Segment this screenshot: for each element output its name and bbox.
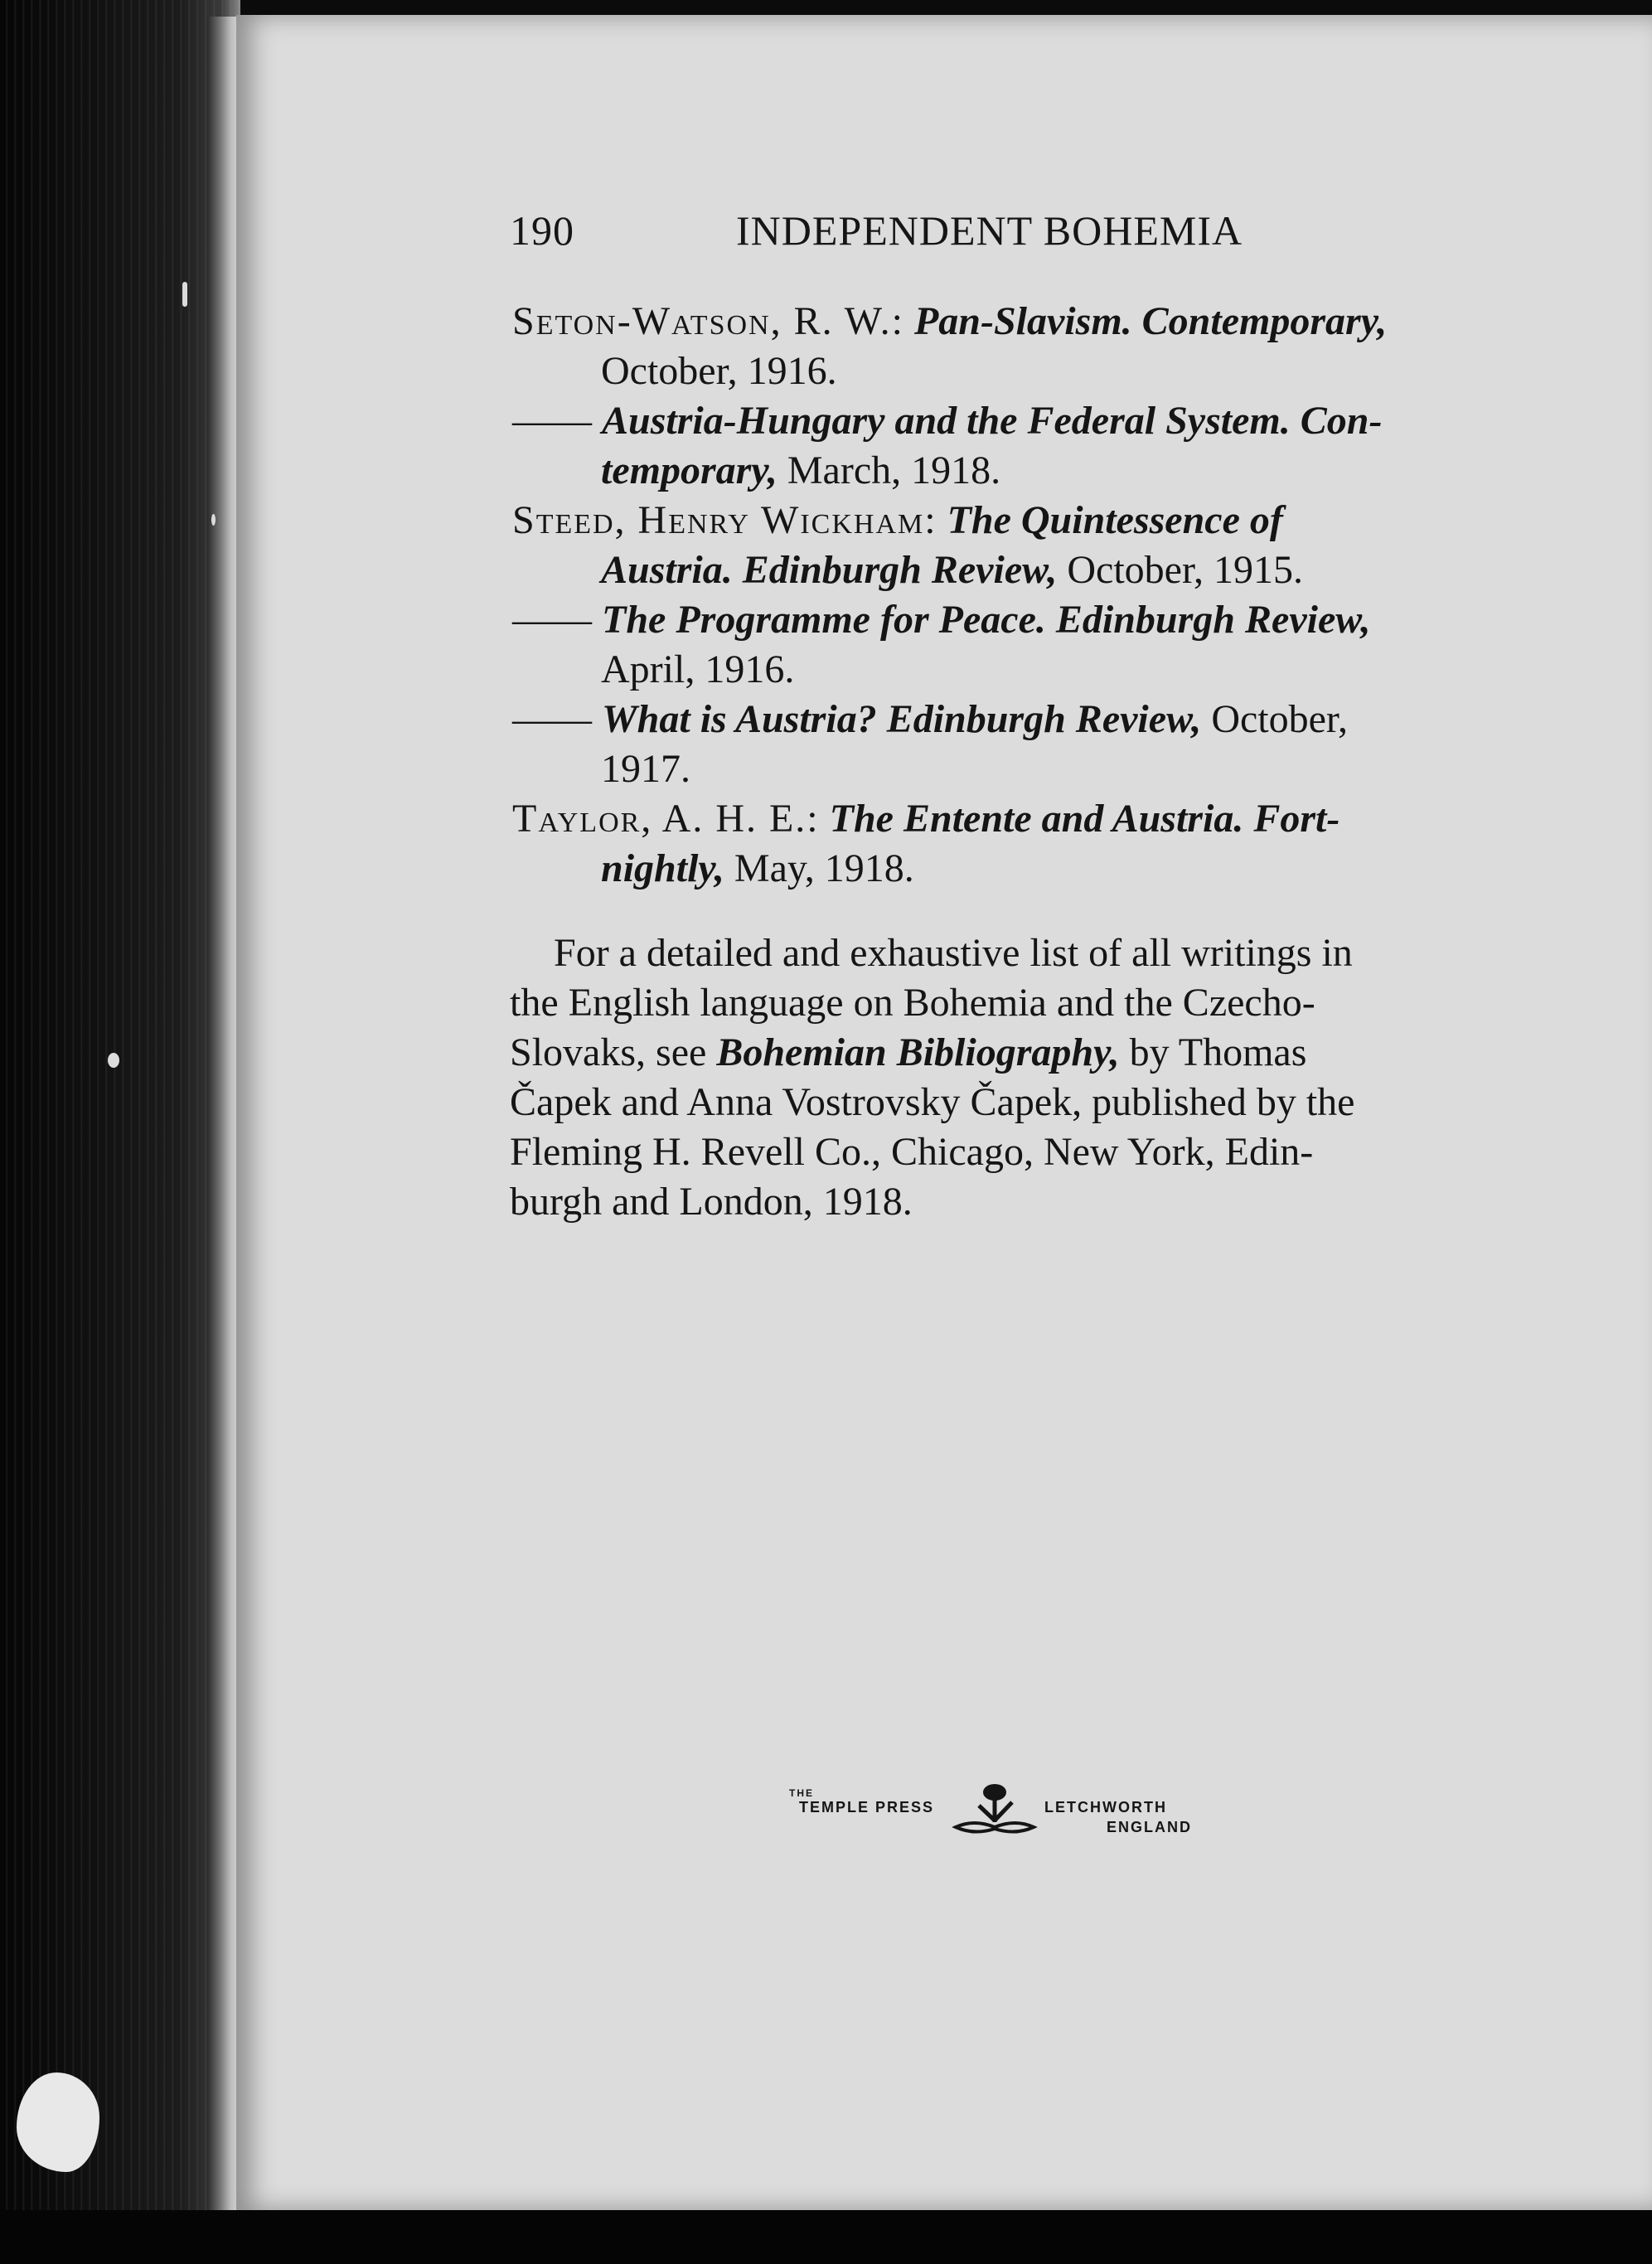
bib-entry-1-line-1 — [512, 297, 1387, 347]
bib-title: What is Austria? Edinburgh Review, — [602, 697, 1202, 741]
book-binding — [0, 0, 240, 2264]
dust-speck — [108, 1053, 119, 1068]
bib-title: temporary, — [601, 448, 778, 492]
bib-title: Pan-Slavism. Contemporary, — [913, 299, 1388, 343]
bib-date: 1917. — [601, 747, 690, 791]
ditto-dash: —— — [512, 399, 592, 443]
bib-title: Austria. Edinburgh Review, — [601, 548, 1058, 592]
bib-date: October, 1915. — [1057, 548, 1304, 592]
bib-date: October, 1916. — [601, 349, 837, 393]
bib-entry-1-line-2 — [601, 347, 837, 396]
bib-title: Austria-Hungary and the Federal System. Con- — [602, 399, 1383, 443]
note-line-4: Čapek and Anna Vostrovsky Čapek, published by the — [510, 1080, 1355, 1124]
bib-entry-5-line-2 — [601, 744, 690, 794]
note-line-6: burgh and London, 1918. — [510, 1180, 913, 1224]
bib-date: May, 1918. — [724, 846, 914, 890]
dust-speck — [182, 282, 187, 307]
bib-entry-4-line-2 — [601, 645, 794, 695]
page-edge — [207, 17, 240, 2213]
bib-entry-6-line-1 — [512, 794, 1340, 844]
bib-author: Seton-Watson, R. W.: — [512, 299, 904, 343]
bib-title: nightly, — [601, 846, 724, 890]
bib-date: April, 1916. — [601, 647, 795, 691]
ditto-dash: —— — [512, 598, 592, 642]
note-text: Slovaks, see — [510, 1030, 717, 1074]
note-line-1: For a detailed and exhaustive list of all writings in — [554, 931, 1353, 975]
bib-title: The Programme for Peace. Edinburgh Review, — [602, 598, 1371, 642]
printer-imprint — [787, 1781, 1235, 1847]
bib-title: The Quintessence of — [947, 498, 1283, 542]
imprint-england: ENGLAND — [1107, 1819, 1192, 1835]
note-line-3 — [510, 1028, 1306, 1078]
bib-author: Taylor, A. H. E.: — [512, 797, 820, 841]
imprint-the: THE — [789, 1787, 814, 1799]
bib-title: The Entente and Austria. Fort- — [829, 797, 1340, 841]
imprint-temple-press: TEMPLE PRESS — [799, 1799, 935, 1816]
bib-entry-2-line-2 — [601, 446, 1000, 496]
bib-entry-3-line-1 — [512, 496, 1283, 545]
page-number: 190 — [510, 207, 574, 254]
note-line-2: the English language on Bohemia and the Czecho- — [510, 981, 1315, 1025]
ditto-dash: —— — [512, 697, 592, 741]
dust-speck — [211, 514, 216, 526]
press-emblem-icon — [949, 1781, 1040, 1839]
bottom-shadow — [0, 2210, 1652, 2264]
bib-entry-5-line-1 — [512, 695, 1348, 744]
paper-blemish — [17, 2073, 99, 2172]
running-title: INDEPENDENT BOHEMIA — [736, 207, 1243, 254]
bib-entry-4-line-1 — [512, 595, 1371, 645]
bib-entry-3-line-2 — [601, 545, 1303, 595]
imprint-letchworth: LETCHWORTH — [1044, 1799, 1167, 1816]
bib-date: March, 1918. — [777, 448, 1001, 492]
book-title: Bohemian Bibliography, — [716, 1030, 1120, 1074]
note-text: by Thomas — [1119, 1030, 1307, 1074]
bib-entry-2-line-1 — [512, 396, 1382, 446]
note-line-5: Fleming H. Revell Co., Chicago, New York, Edin- — [510, 1130, 1314, 1174]
bib-date: October, — [1201, 697, 1348, 741]
bib-author: Steed, Henry Wickham: — [512, 498, 937, 542]
bib-entry-6-line-2 — [601, 844, 914, 894]
